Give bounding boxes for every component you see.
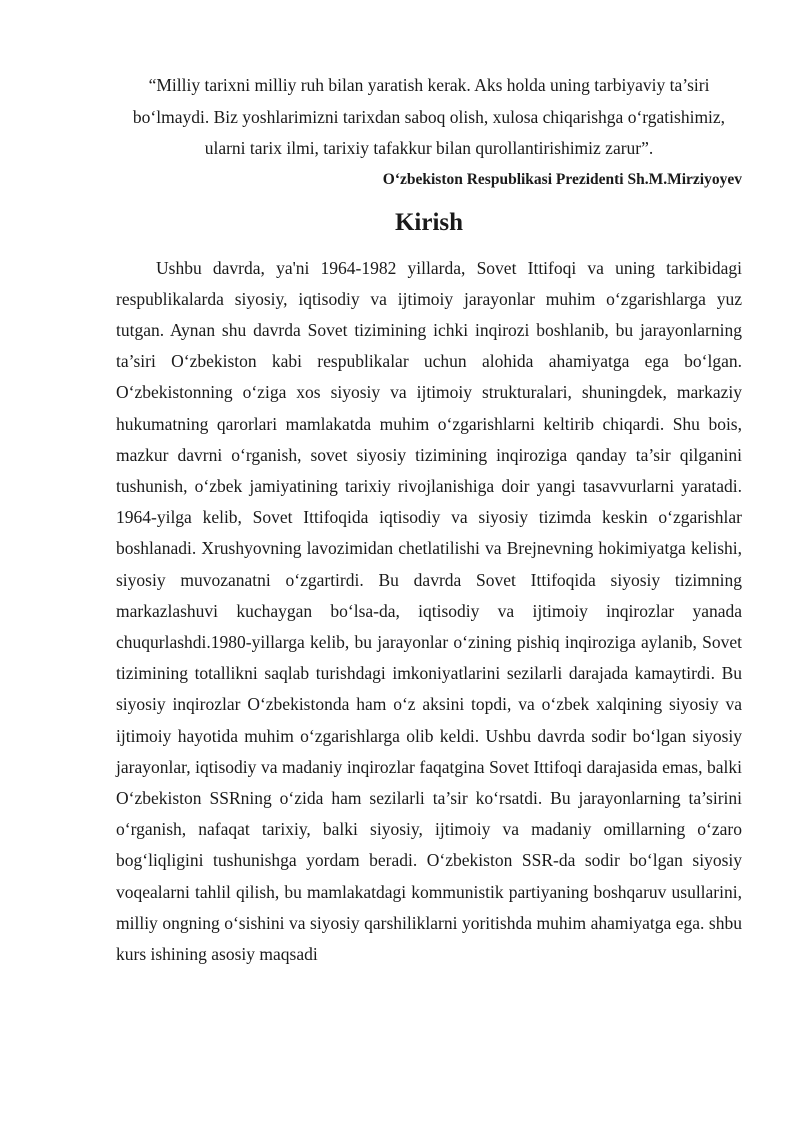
epigraph-attribution: O‘zbekiston Respublikasi Prezidenti Sh.M.Mirziyoyev (382, 170, 742, 188)
body-paragraph: Ushbu davrda, ya'ni 1964-1982 yillarda, Sovet Ittifoqi va uning tarkibidagi respublikalarda siyosiy, iqtisodiy va ijtimoiy jarayonlar muhim o‘zgarishlarga yuz tutgan. Aynan shu davrda Sovet tizimining ichki inqirozi boshlanib, bu jarayonlarning ta’siri O‘zbekiston kabi respublikalar uchun alohida ahamiyatga ega bo‘lgan. O‘zbekistonning o‘ziga xos siyosiy va ijtimoiy strukturalari, shuningdek, markaziy hukumatning qarorlari mamlakatda muhim o‘zgarishlarni keltirib chiqardi. Shu bois, mazkur davrni o‘rganish, sovet siyosiy tizimining inqiroziga qanday ta’sir qilganini tushunish, o‘zbek jamiyatining tarixiy rivojlanishiga doir yangi tasavvurlarni yaratadi. 1964-yilga kelib, Sovet Ittifoqida iqtisodiy va siyosiy tizimda keskin o‘zgarishlar boshlanadi. Xrushyovning lavozimidan chetlatilishi va Brejnevning hokimiyatga kelishi, siyosiy muvozanatni o‘zgartirdi. Bu davrda Sovet Ittifoqida siyosiy tizimning markazlashuvi kuchaygan bo‘lsa-da, iqtisodiy va ijtimoiy inqirozlar yanada chuqurlashdi.1980-yillarga kelib, bu jarayonlar o‘zining pishiq inqiroziga aylanib, Sovet tizimining totallikni saqlab turishdagi imkoniyatlarini sezilarli darajada kamaytirdi. Bu siyosiy inqirozlar O‘zbekistonda ham o‘z aksini topdi, va o‘zbek xalqining siyosiy va ijtimoiy hayotida muhim o‘zgarishlarga olib keldi. Ushbu davrda sodir bo‘lgan siyosiy jarayonlar, iqtisodiy va madaniy inqirozlar faqatgina Sovet Ittifoqi darajasida emas, balki O‘zbekiston SSRning o‘zida ham sezilarli ta’sir ko‘rsatdi. Bu jarayonlarning ta’sirini o‘rganish, nafaqat tarixiy, balki siyosiy, ijtimoiy va madaniy omillarning o‘zaro bog‘liqligini tushunishga yordam beradi. O‘zbekiston SSR-da sodir bo‘lgan siyosiy voqealarni tahlil qilish, bu mamlakatdagi kommunistik partiyaning boshqaruv usullarini, milliy ongning o‘sishini va siyosiy qarshiliklarni yoritishda muhim ahamiyatga ega. shbu kurs ishining asosiy maqsadi (116, 257, 742, 964)
document-page (116, 70, 742, 970)
section-heading: Kirish (394, 208, 464, 236)
epigraph-quote: “Milliy tarixni milliy ruh bilan yaratish kerak. Aks holda uning tarbiyaviy ta’siri bo‘lmaydi. Biz yoshlarimizni tarixdan saboq olish, xulosa chiqarishga o‘rgatishimiz, ularni tarix ilmi, tarixiy tafakkur bilan qurollantirishimiz zarur”. (132, 75, 726, 158)
